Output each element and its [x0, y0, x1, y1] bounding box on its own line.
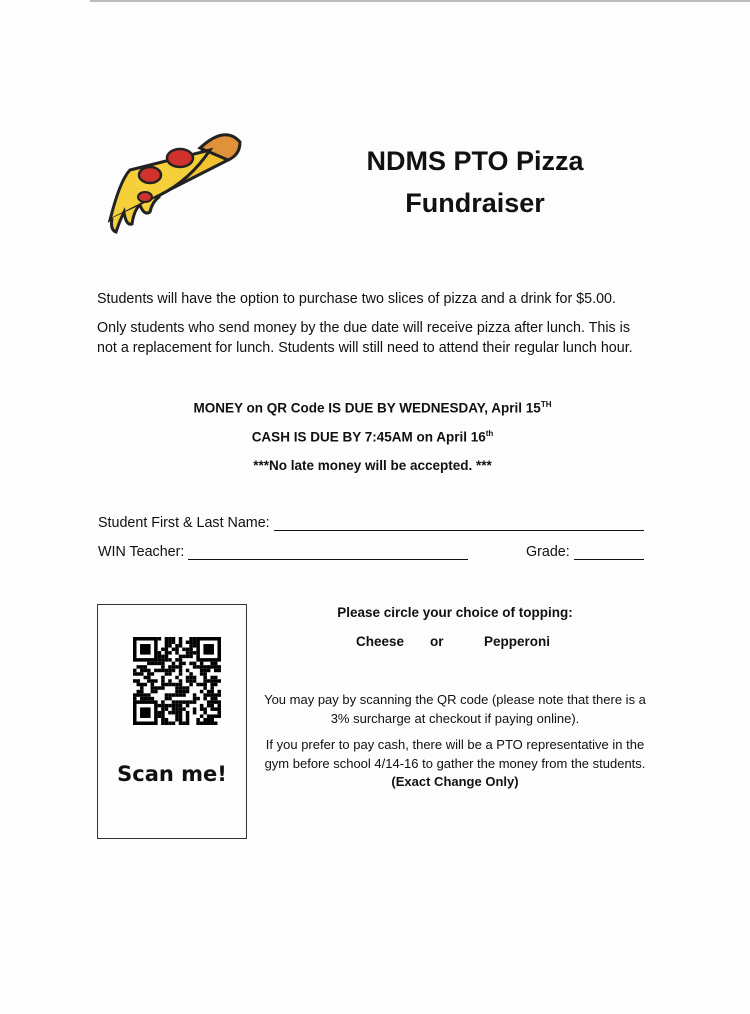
exact-change-note: (Exact Change Only): [391, 774, 519, 789]
topping-option-pepperoni[interactable]: Pepperoni: [484, 634, 551, 649]
pizza-slice-icon: [100, 120, 245, 240]
note-line: gym before school 4/14-16 to gather the money from the students.: [264, 755, 646, 771]
student-name-blank[interactable]: [274, 516, 644, 531]
note-line: You may pay by scanning the QR code (please note that there is a: [264, 692, 646, 707]
scan-me-caption: Scan me!: [117, 762, 227, 786]
cash-due-text: CASH IS DUE BY 7:45AM on April 16: [251, 429, 486, 445]
title-line-1: NDMS PTO Pizza: [366, 146, 584, 176]
student-name-field[interactable]: [98, 515, 644, 531]
intro-line: not a replacement for lunch. Students will still need to attend their regular lunch hour.: [97, 340, 633, 356]
note-line: 3% surcharge at checkout if paying online).: [330, 710, 580, 726]
cash-payment-note: [255, 736, 655, 792]
qr-code-icon[interactable]: [133, 637, 221, 725]
no-late-notice: ***No late money will be accepted. ***: [253, 458, 492, 473]
win-teacher-label: WIN Teacher:: [98, 544, 185, 560]
scan-edge: [90, 0, 750, 2]
grade-field[interactable]: [526, 544, 644, 560]
topping-option-cheese[interactable]: Cheese: [356, 634, 405, 649]
cash-due-suffix: th: [485, 429, 494, 438]
title-line-2: Fundraiser: [405, 188, 545, 218]
online-payment-note: [255, 691, 655, 728]
qr-due-suffix: TH: [540, 400, 552, 409]
qr-due-text: MONEY on QR Code IS DUE BY WEDNESDAY, April 15: [193, 400, 541, 416]
win-teacher-field[interactable]: [98, 544, 468, 560]
topping-or: or: [430, 634, 444, 649]
page-title: [330, 140, 620, 224]
win-teacher-blank[interactable]: [188, 545, 468, 560]
student-name-label: Student First & Last Name:: [98, 515, 270, 531]
intro-paragraph-1: Students will have the option to purchase two slices of pizza and a drink for $5.00.: [97, 291, 616, 307]
intro-paragraph-2: [97, 318, 633, 358]
topping-prompt: Please circle your choice of topping:: [337, 605, 573, 620]
qr-due-notice: [90, 400, 655, 416]
grade-label: Grade:: [526, 544, 570, 560]
intro-line: Only students who send money by the due date will receive pizza after lunch. This is: [97, 320, 630, 336]
grade-blank[interactable]: [574, 545, 644, 560]
note-line: If you prefer to pay cash, there will be a PTO representative in the: [265, 737, 645, 752]
cash-due-notice: [90, 429, 655, 445]
